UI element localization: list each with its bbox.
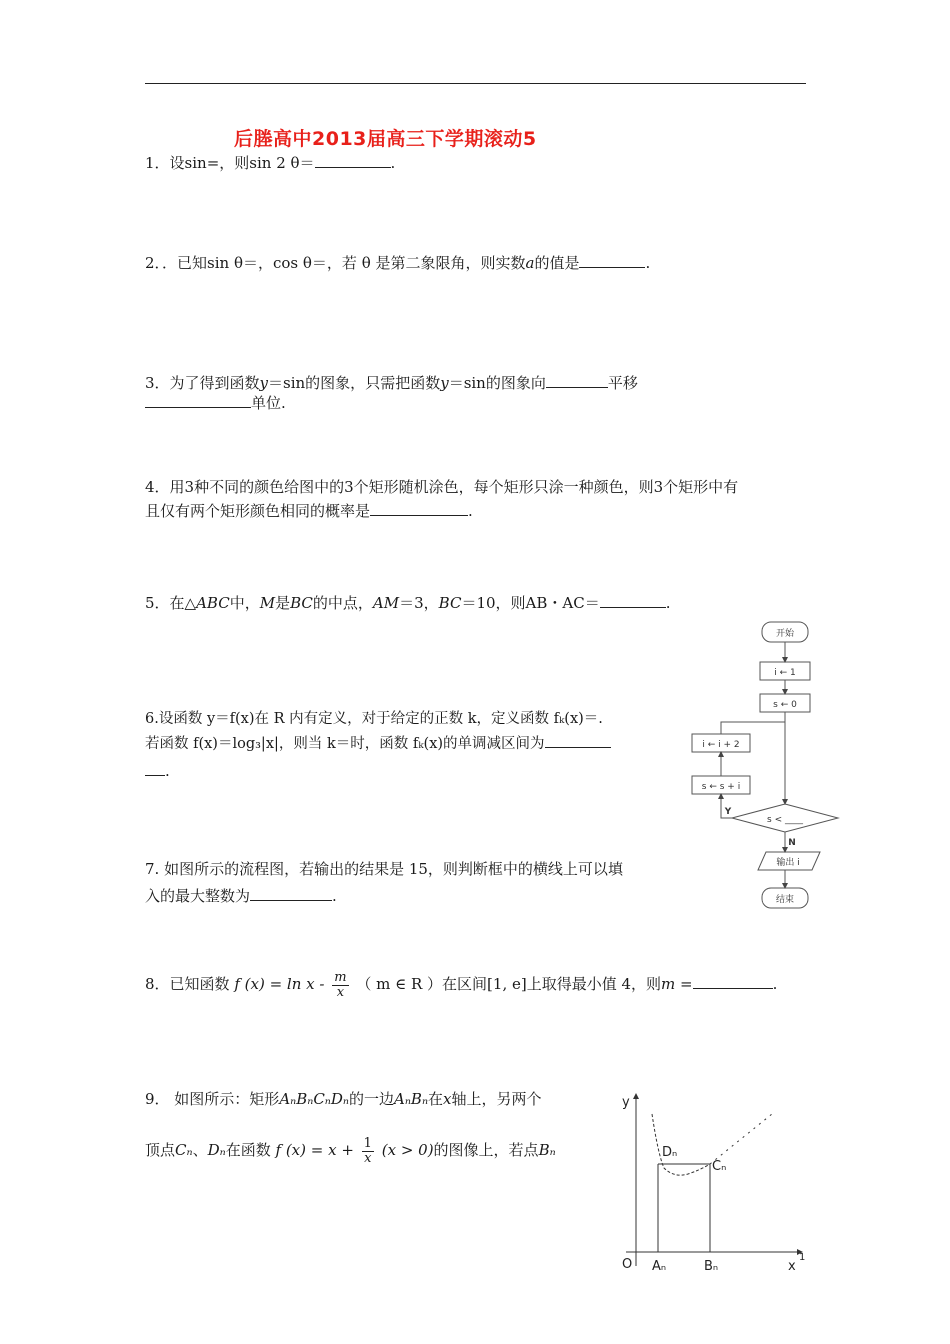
answer-blank	[693, 974, 773, 989]
answer-blank	[315, 153, 391, 168]
header-rule	[145, 83, 806, 84]
yes-label: Y	[724, 807, 732, 817]
fraction-m-over-x: $\frac{m}{x}$	[334, 969, 347, 1000]
function-graph	[612, 1084, 812, 1276]
c-label: Cₙ	[712, 1159, 727, 1174]
origin-label: O	[622, 1257, 633, 1272]
question-9-line-2: 顶点Cₙ、Dₙ在函数 f (x) = x + $\frac{1}{x}$ (x > 0)的图像上，若点Bₙ	[145, 1135, 556, 1166]
answer-blank	[545, 733, 611, 748]
end-label: 结束	[775, 895, 795, 905]
answer-blank	[250, 886, 332, 901]
question-9: 9． 如图所示：矩形AₙBₙCₙDₙ的一边AₙBₙ在x轴上，另两个	[145, 1090, 542, 1108]
b-label: Bₙ	[704, 1259, 719, 1274]
question-6-line-2: 若函数 f(x)＝log₃|x|，则当 k＝时，函数 fₖ(x)的单调减区间为	[145, 731, 611, 757]
question-3: 3．为了得到函数y＝sin的图象，只需把函数y＝sin的图象向 平移	[145, 374, 638, 392]
question-4-line-2: 且仅有两个矩形颜色相同的概率是 .	[145, 502, 473, 520]
curve-near	[652, 1114, 710, 1175]
answer-blank	[145, 393, 251, 408]
question-2: 2．．已知sin θ＝，cos θ＝，若 θ 是第二象限角，则实数a的值是 .	[145, 254, 651, 272]
question-4: 4．用3种不同的颜色给图中的3个矩形随机涂色，每个矩形只涂一种颜色，则3个矩形中有	[145, 478, 739, 496]
question-7: 7. 如图所示的流程图，若输出的结果是 15，则判断框中的横线上可以填	[145, 860, 623, 878]
question-6-line-3: .	[145, 758, 170, 784]
init-s-label: s ← 0	[773, 700, 797, 710]
start-label: 开始	[775, 629, 795, 639]
acc-s-label: s ← s + i	[701, 782, 741, 792]
d-label: Dₙ	[662, 1145, 678, 1160]
answer-blank	[145, 761, 165, 776]
a-label: Aₙ	[652, 1259, 667, 1274]
init-i-label: i ← 1	[774, 668, 796, 678]
answer-blank	[370, 501, 468, 516]
curve-far	[710, 1114, 772, 1164]
question-3-line-2: 单位.	[145, 390, 286, 416]
page-number: 1	[799, 1252, 806, 1263]
question-6: 6.设函数 y＝f(x)在 R 内有定义，对于给定的正数 k，定义函数 fₖ(x)＝.	[145, 711, 603, 727]
page-title: 后塍高中2013届高三下学期滚动5	[234, 128, 537, 150]
x-axis-label: x	[788, 1259, 796, 1274]
y-axis-label: y	[622, 1095, 630, 1110]
question-5: 5．在△ABC中，M是BC的中点，AM＝3，BC＝10，则AB・AC＝ .	[145, 594, 671, 612]
condition-label: s < ____	[767, 815, 803, 825]
answer-blank	[579, 253, 645, 268]
fraction-1-over-x: $\frac{1}{x}$	[363, 1135, 372, 1166]
answer-blank	[600, 593, 666, 608]
flowchart	[684, 616, 844, 916]
question-8: 8．已知函数 f (x) = ln x - $\frac{m}{x}$ （ m ∈ R ）在区间[1, e]上取得最小值 4，则m = .	[145, 969, 778, 1000]
answer-blank	[546, 373, 608, 388]
output-label: 输出 i	[776, 858, 800, 868]
question-7-line-2: 入的最大整数为 .	[145, 887, 337, 905]
question-1: 1．设sin=，则sin 2 θ＝ .	[145, 154, 396, 172]
no-label: N	[788, 838, 796, 848]
inc-i-label: i ← i + 2	[702, 740, 740, 750]
